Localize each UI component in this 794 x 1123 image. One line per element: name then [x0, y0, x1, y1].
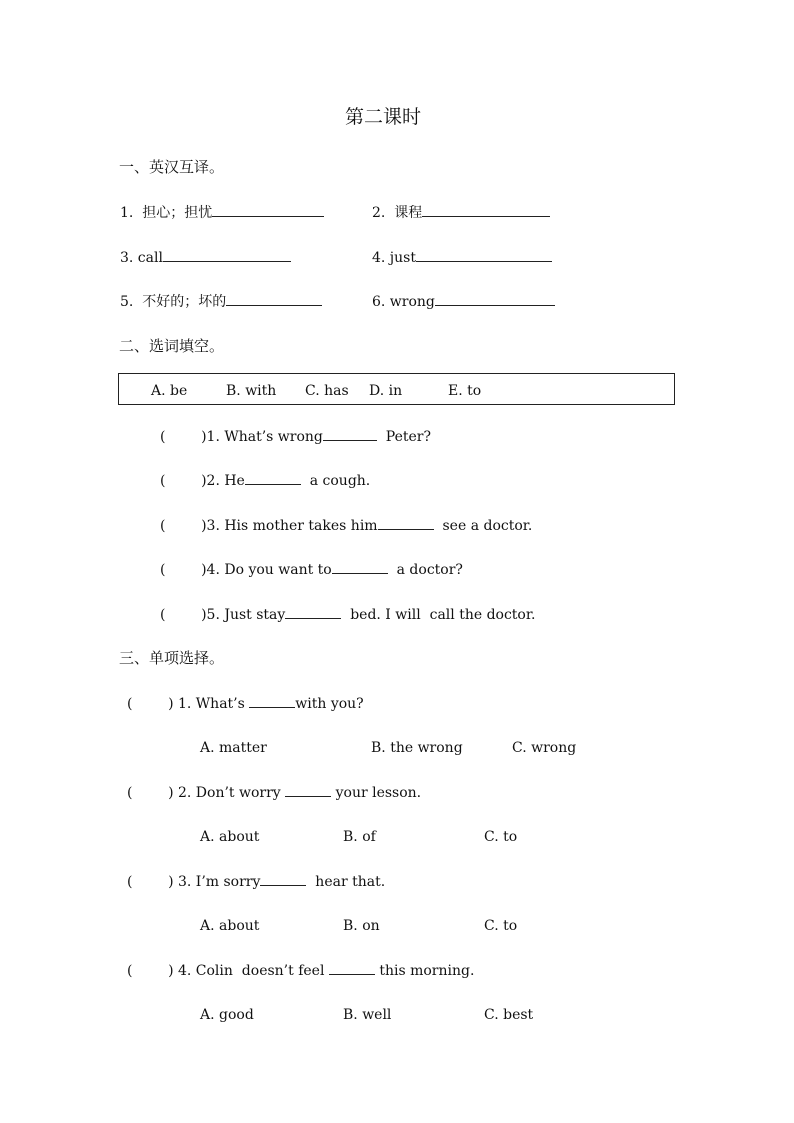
mc-option[interactable]: A. matter [200, 740, 267, 756]
mc-option[interactable]: A. about [200, 918, 260, 934]
question-text: 4. Do you want to [206, 562, 332, 578]
fill-question-5 [160, 604, 535, 625]
word-bank-choice: A. be [151, 383, 188, 399]
word-bank-choice: E. to [448, 383, 482, 399]
question-text: bed. I will call the doctor. [341, 607, 536, 623]
translation-item-4 [372, 247, 552, 268]
mc-question-2 [127, 782, 421, 803]
mc-option[interactable]: C. to [484, 918, 518, 934]
answer-blank[interactable] [163, 247, 291, 262]
question-text: 1. What’s wrong [206, 429, 323, 445]
answer-blank[interactable] [245, 470, 301, 485]
section-heading-translation: 一、英汉互译。 [119, 158, 225, 176]
mc-option[interactable]: B. well [343, 1007, 392, 1023]
answer-blank[interactable] [422, 202, 550, 217]
item-label: 6. wrong [372, 294, 435, 310]
mc-question-4 [127, 960, 474, 981]
question-text: 2. Don’t worry [177, 785, 286, 801]
mc-option[interactable]: C. wrong [512, 740, 577, 756]
item-label: 1. 担心；担忧 [120, 205, 213, 221]
answer-parenthesis[interactable]: ( ) [160, 562, 207, 578]
answer-blank[interactable] [329, 960, 375, 975]
mc-option[interactable]: B. on [343, 918, 380, 934]
question-text: Peter? [376, 429, 431, 445]
answer-parenthesis[interactable]: ( ) [127, 696, 174, 712]
answer-parenthesis[interactable]: ( ) [127, 785, 174, 801]
answer-blank[interactable] [285, 782, 331, 797]
mc-option[interactable]: A. good [200, 1007, 254, 1023]
answer-blank[interactable] [212, 202, 324, 217]
answer-parenthesis[interactable]: ( ) [160, 607, 207, 623]
fill-question-1 [160, 426, 431, 447]
answer-blank[interactable] [323, 426, 377, 441]
translation-item-6 [372, 291, 555, 312]
question-text: 5. Just stay [206, 607, 286, 623]
answer-blank[interactable] [416, 247, 552, 262]
translation-item-2 [372, 202, 550, 223]
mc-question-1 [127, 693, 364, 714]
answer-blank[interactable] [435, 291, 555, 306]
answer-parenthesis[interactable]: ( ) [160, 429, 207, 445]
question-text: 3. His mother takes him [206, 518, 378, 534]
answer-parenthesis[interactable]: ( ) [160, 518, 207, 534]
mc-option[interactable]: B. of [343, 829, 376, 845]
page-title: 第二课时 [345, 106, 422, 128]
answer-blank[interactable] [226, 291, 322, 306]
answer-blank[interactable] [378, 515, 434, 530]
answer-blank[interactable] [260, 871, 306, 886]
mc-option[interactable]: A. about [200, 829, 260, 845]
translation-item-5 [120, 291, 322, 312]
mc-question-3 [127, 871, 385, 892]
fill-question-4 [160, 559, 463, 580]
item-label: 5. 不好的；坏的 [120, 294, 227, 310]
word-bank-choice: B. with [226, 383, 277, 399]
answer-blank[interactable] [285, 604, 341, 619]
mc-option[interactable]: C. best [484, 1007, 534, 1023]
question-text: 2. He [206, 473, 245, 489]
translation-item-1 [120, 202, 324, 223]
word-bank-choice: C. has [305, 383, 349, 399]
question-text: 4. Colin doesn’t feel [177, 963, 329, 979]
question-text: 1. What’s [177, 696, 250, 712]
answer-parenthesis[interactable]: ( ) [127, 874, 174, 890]
item-label: 4. just [372, 250, 416, 266]
question-text: your lesson. [331, 785, 422, 801]
answer-parenthesis[interactable]: ( ) [160, 473, 207, 489]
item-label: 2. 课程 [372, 205, 423, 221]
answer-parenthesis[interactable]: ( ) [127, 963, 174, 979]
answer-blank[interactable] [332, 559, 388, 574]
word-bank-choice: D. in [369, 383, 403, 399]
question-text: a doctor? [387, 562, 463, 578]
fill-question-3 [160, 515, 532, 536]
section-heading-multiple-choice: 三、单项选择。 [119, 649, 225, 667]
question-text: this morning. [374, 963, 475, 979]
question-text: with you? [295, 696, 364, 712]
fill-question-2 [160, 470, 370, 491]
question-text: 3. I’m sorry [177, 874, 261, 890]
question-text: a cough. [300, 473, 371, 489]
item-label: 3. call [120, 250, 163, 266]
answer-blank[interactable] [249, 693, 295, 708]
section-heading-fill-in: 二、选词填空。 [119, 337, 225, 355]
mc-option[interactable]: C. to [484, 829, 518, 845]
question-text: see a doctor. [433, 518, 533, 534]
question-text: hear that. [306, 874, 386, 890]
translation-item-3 [120, 247, 291, 268]
mc-option[interactable]: B. the wrong [371, 740, 463, 756]
